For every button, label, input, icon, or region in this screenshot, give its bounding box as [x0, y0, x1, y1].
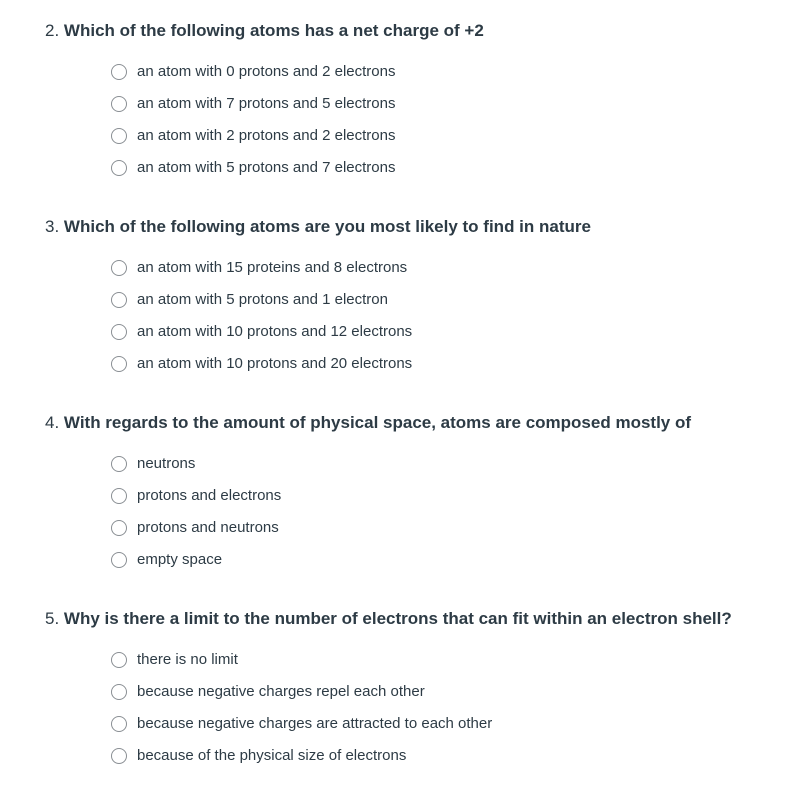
- answer-label[interactable]: an atom with 7 protons and 5 electrons: [137, 95, 396, 112]
- answer-option[interactable]: [111, 708, 492, 740]
- radio-button[interactable]: [111, 324, 127, 340]
- radio-button[interactable]: [111, 260, 127, 276]
- answer-option[interactable]: [111, 252, 412, 284]
- answer-option[interactable]: [111, 316, 412, 348]
- question-number: 5.: [45, 609, 60, 628]
- radio-button[interactable]: [111, 64, 127, 80]
- answer-label[interactable]: empty space: [137, 551, 223, 568]
- question-number: 4.: [45, 413, 60, 432]
- question-title: [45, 20, 484, 42]
- answer-option[interactable]: [111, 644, 492, 676]
- answer-option[interactable]: [111, 480, 281, 512]
- answer-label[interactable]: because of the physical size of electrons: [137, 747, 407, 764]
- answer-option[interactable]: [111, 448, 281, 480]
- question-title: [45, 216, 591, 238]
- answer-label[interactable]: an atom with 10 protons and 12 electrons: [137, 323, 413, 340]
- question-text: Why is there a limit to the number of electrons that can fit within an electron shell?: [63, 609, 732, 628]
- answer-label[interactable]: an atom with 0 protons and 2 electrons: [137, 63, 396, 80]
- answer-option[interactable]: [111, 544, 281, 576]
- radio-button[interactable]: [111, 652, 127, 668]
- question-text: Which of the following atoms has a net charge of +2: [63, 21, 484, 40]
- answer-option[interactable]: [111, 284, 412, 316]
- answer-label[interactable]: an atom with 5 protons and 7 electrons: [137, 159, 396, 176]
- radio-button[interactable]: [111, 684, 127, 700]
- answer-option[interactable]: [111, 56, 396, 88]
- answer-list: [111, 252, 412, 380]
- answer-label[interactable]: because negative charges are attracted to each other: [137, 715, 493, 732]
- answer-list: [111, 448, 281, 576]
- question-text: Which of the following atoms are you most likely to find in nature: [63, 217, 591, 236]
- answer-label[interactable]: neutrons: [137, 455, 196, 472]
- radio-button[interactable]: [111, 292, 127, 308]
- answer-option[interactable]: [111, 512, 281, 544]
- question-text: With regards to the amount of physical space, atoms are composed mostly of: [63, 413, 692, 432]
- answer-option[interactable]: [111, 740, 492, 772]
- answer-label[interactable]: there is no limit: [137, 651, 238, 668]
- answer-label[interactable]: protons and electrons: [137, 487, 282, 504]
- answer-label[interactable]: an atom with 15 proteins and 8 electrons: [137, 259, 408, 276]
- radio-button[interactable]: [111, 96, 127, 112]
- answer-option[interactable]: [111, 676, 492, 708]
- radio-button[interactable]: [111, 716, 127, 732]
- radio-button[interactable]: [111, 748, 127, 764]
- answer-option[interactable]: [111, 120, 396, 152]
- radio-button[interactable]: [111, 356, 127, 372]
- question-title: [45, 608, 732, 630]
- answer-label[interactable]: an atom with 5 protons and 1 electron: [137, 291, 388, 308]
- answer-label[interactable]: an atom with 10 protons and 20 electrons: [137, 355, 413, 372]
- answer-option[interactable]: [111, 88, 396, 120]
- answer-list: [111, 644, 492, 772]
- question-number: 2.: [45, 21, 60, 40]
- radio-button[interactable]: [111, 520, 127, 536]
- answer-list: [111, 56, 396, 184]
- answer-label[interactable]: because negative charges repel each other: [137, 683, 425, 700]
- question-number: 3.: [45, 217, 60, 236]
- answer-label[interactable]: protons and neutrons: [137, 519, 279, 536]
- question-title: [45, 412, 691, 434]
- radio-button[interactable]: [111, 128, 127, 144]
- answer-label[interactable]: an atom with 2 protons and 2 electrons: [137, 127, 396, 144]
- radio-button[interactable]: [111, 488, 127, 504]
- answer-option[interactable]: [111, 152, 396, 184]
- radio-button[interactable]: [111, 160, 127, 176]
- answer-option[interactable]: [111, 348, 412, 380]
- radio-button[interactable]: [111, 456, 127, 472]
- radio-button[interactable]: [111, 552, 127, 568]
